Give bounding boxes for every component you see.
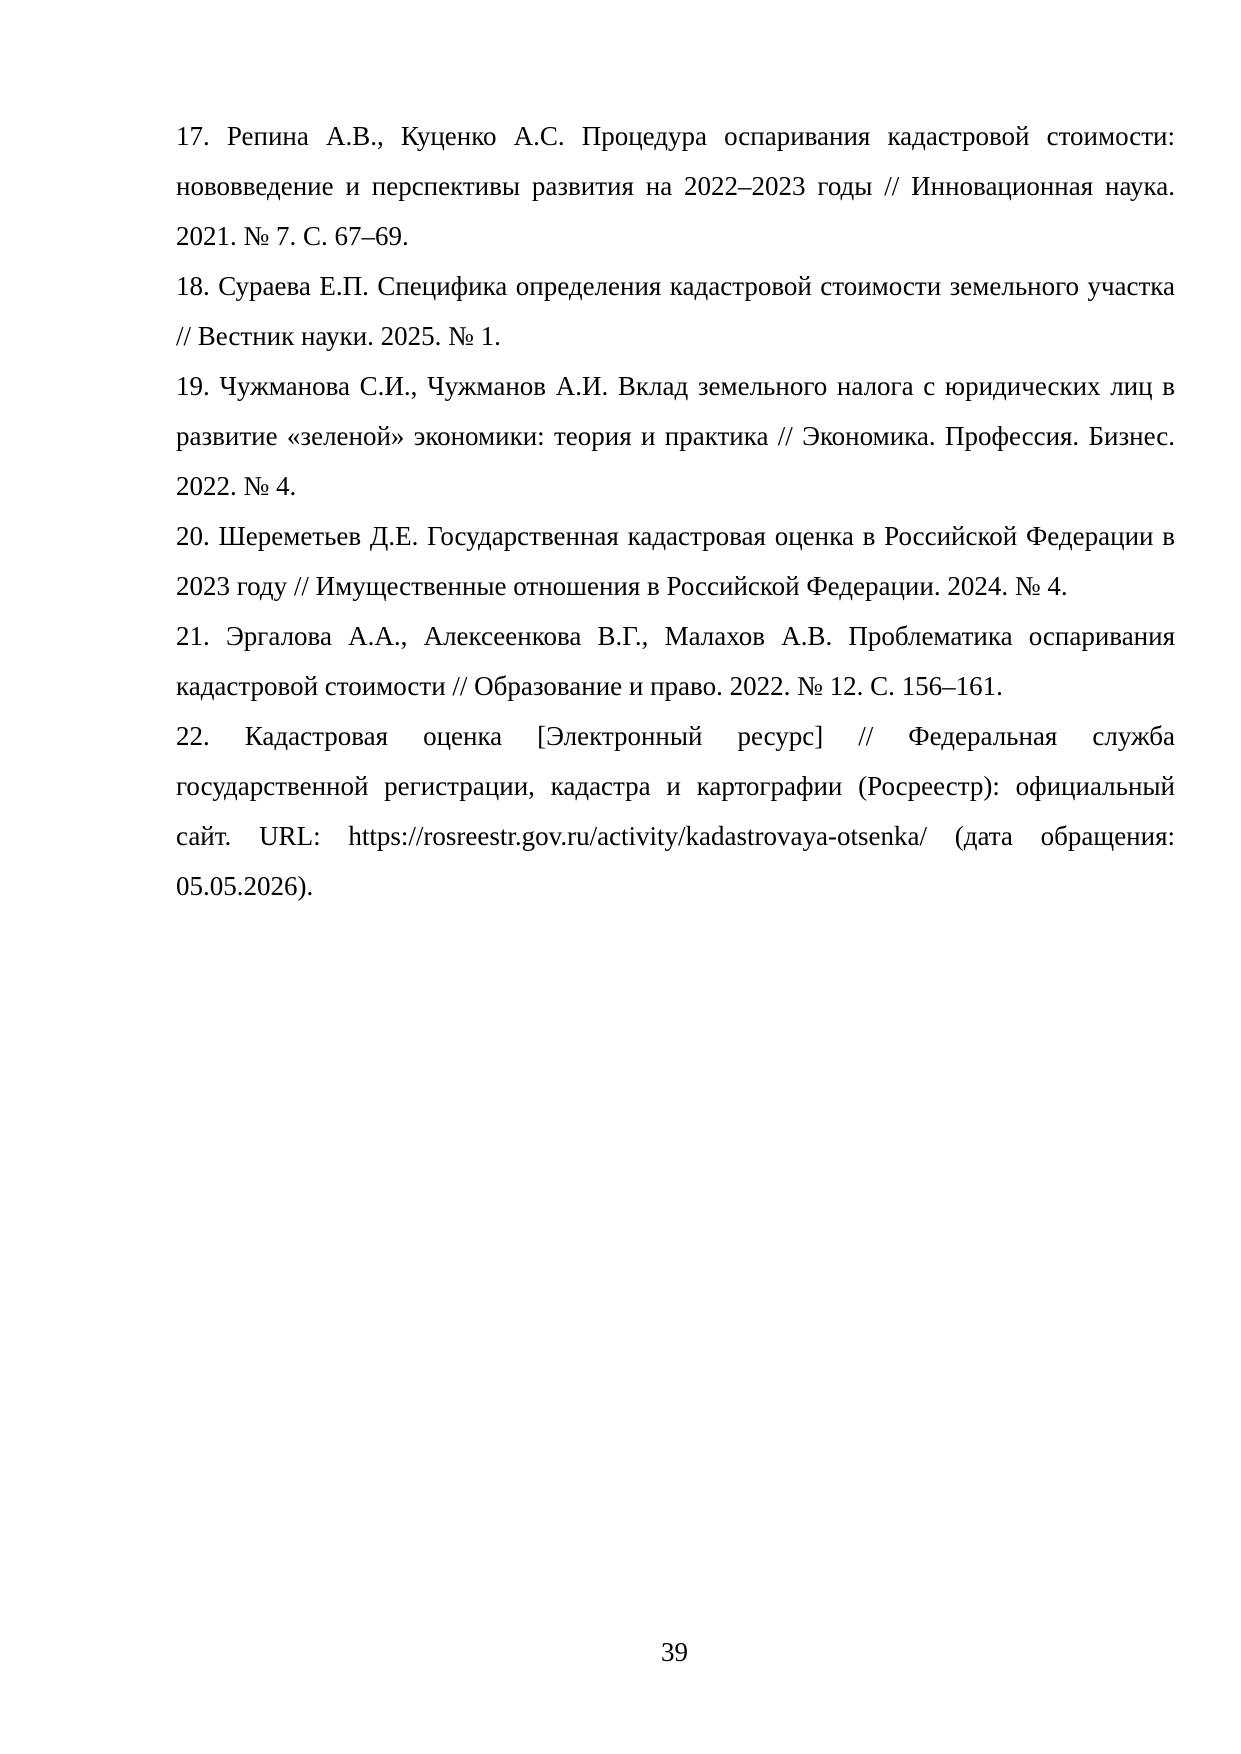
- reference-list: [176, 111, 1175, 911]
- reference-item-18: 18. Сураева Е.П. Специфика определения кадастровой стоимости земельного участка // Вестник науки. 2025. № 1.: [176, 271, 1175, 351]
- reference-item-17: 17. Репина А.В., Куценко А.С. Процедура оспаривания кадастровой стоимости: нововведение и перспективы развития на 2022–2023 годы // Инновационная наука. 2021. № 7. С. 67–69.: [176, 121, 1175, 251]
- reference-item-20: 20. Шереметьев Д.Е. Государственная кадастровая оценка в Российской Федерации в 2023 году // Имущественные отношения в Российской Федерации. 2024. № 4.: [176, 521, 1175, 601]
- reference-item-21: 21. Эргалова А.А., Алексеенкова В.Г., Малахов А.В. Проблематика оспаривания кадастровой стоимости // Образование и право. 2022. № 12. С. 156–161.: [176, 621, 1175, 701]
- reference-item-22: 22. Кадастровая оценка [Электронный ресурс] // Федеральная служба государственной регистрации, кадастра и картографии (Росреестр): официальный сайт. URL: https://rosreestr.gov.ru/activity/kadastrovaya-otsenka/ (дата обращения: 05.05.2026).: [176, 721, 1175, 901]
- reference-item-19: 19. Чужманова С.И., Чужманов А.И. Вклад земельного налога с юридических лиц в развитие «зеленой» экономики: теория и практика // Экономика. Профессия. Бизнес. 2022. № 4.: [176, 371, 1175, 501]
- page-number: 39: [661, 1637, 688, 1667]
